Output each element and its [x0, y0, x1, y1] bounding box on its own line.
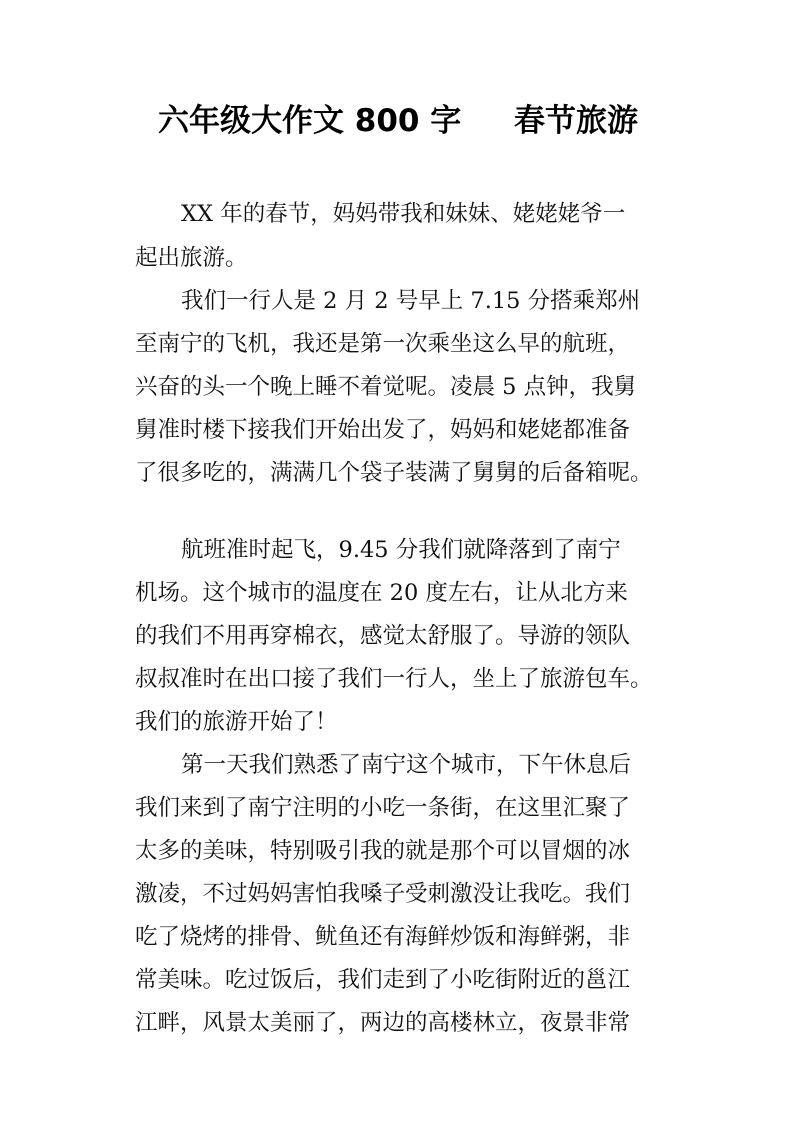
text-line: 起出旅游。 [135, 245, 248, 271]
text-line: 的我们不用再穿棉衣，感觉太舒服了。导游的领队 [135, 623, 631, 649]
text-line: 兴奋的头一个晚上睡不着觉呢。凌晨 5 点钟，我舅 [135, 374, 637, 400]
text-line: 我们来到了南宁注明的小吃一条街，在这里汇聚了 [135, 795, 631, 821]
text-line: 我们的旅游开始了！ [135, 709, 338, 735]
title-topic: 春节旅游 [514, 103, 638, 139]
text-line: 第一天我们熟悉了南宁这个城市，下午休息后 [181, 752, 632, 778]
text-line: 至南宁的飞机，我还是第一次乘坐这么早的航班， [135, 331, 631, 357]
text-line: 太多的美味，特别吸引我的就是那个可以冒烟的冰 [135, 838, 631, 864]
text-line: 航班准时起飞，9.45 分我们就降落到了南宁 [181, 537, 621, 563]
text-line: 激凌，不过妈妈害怕我嗓子受刺激没让我吃。我们 [135, 881, 631, 907]
title-main: 六年级大作文 800 字 [158, 103, 462, 139]
text-line: 舅准时楼下接我们开始出发了，妈妈和姥姥都准备 [135, 417, 631, 443]
document-title [0, 96, 800, 146]
text-line: 机场。这个城市的温度在 20 度左右，让从北方来 [135, 580, 628, 606]
text-line: 常美味。吃过饭后，我们走到了小吃街附近的邕江 [135, 967, 631, 993]
text-line: 吃了烧烤的排骨、鱿鱼还有海鲜炒饭和海鲜粥，非 [135, 924, 631, 950]
text-line: 江畔，风景太美丽了，两边的高楼林立，夜景非常 [135, 1010, 631, 1036]
text-line: 我们一行人是 2 月 2 号早上 7.15 分搭乘郑州 [181, 288, 641, 314]
text-line: 叔叔准时在出口接了我们一行人，坐上了旅游包车。 [135, 666, 653, 692]
text-line: XX 年的春节，妈妈带我和妹妹、姥姥姥爷一 [181, 201, 626, 227]
text-line: 了很多吃的，满满几个袋子装满了舅舅的后备箱呢。 [135, 460, 653, 486]
